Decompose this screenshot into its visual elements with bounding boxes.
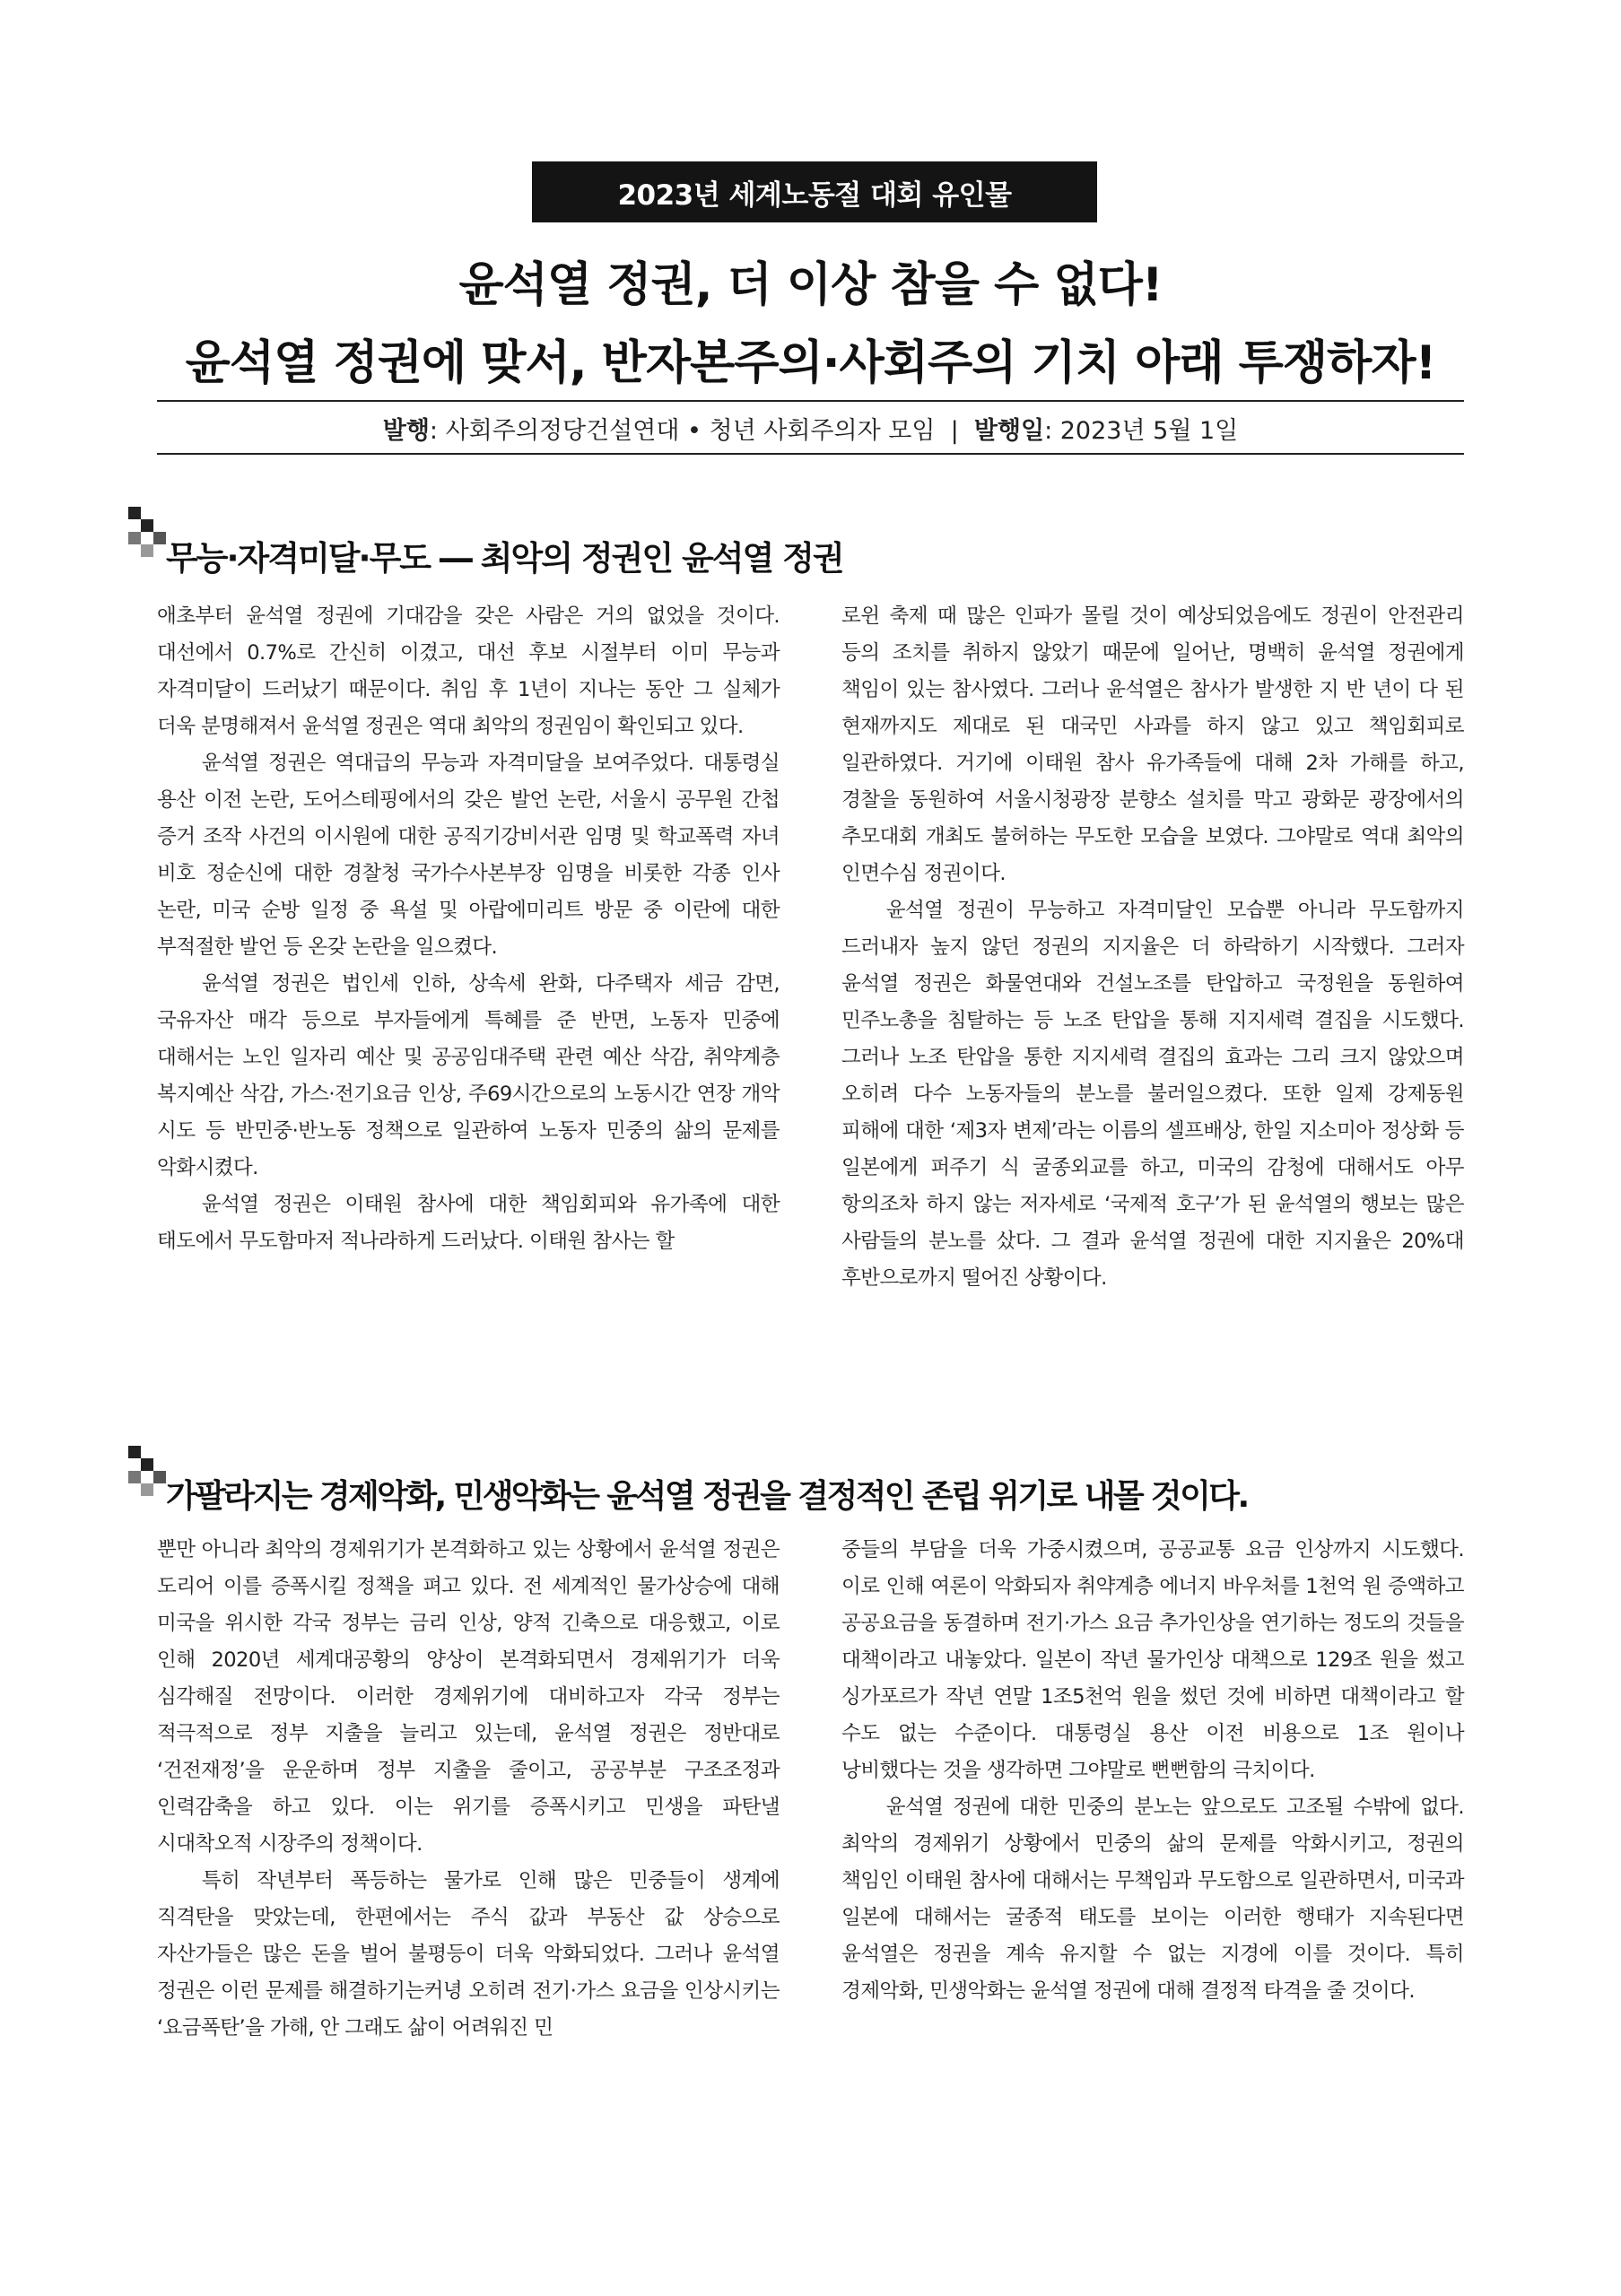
divider-top — [157, 400, 1464, 402]
section1-right-para-1: 로윈 축제 때 많은 인파가 몰릴 것이 예상되었음에도 정권이 안전관리 등의 조치를 취하지 않았기 때문에 일어난, 명백히 윤석열 정권에게 책임이 있는 참사였다. 그러나 윤석열은 참사가 발생한 지 반 년이 다 된 현재까지도 제대로 된 대국민 사과를 하지 않고 있고 책임회피로 일관하였다. 거기에 이태원 참사 유가족들에 대해 2차 가해를 하고, 경찰을 동원하여 서울시청광장 분향소 설치를 막고 광화문 광장에서의 추모대회 개최도 불허하는 무도한 모습을 보였다. 그야말로 역대 최악의 인면수심 정권이다. — [841, 604, 1464, 885]
section2-left-column — [157, 1532, 780, 2047]
section1-left-para-1: 애초부터 윤석열 정권에 기대감을 갖은 사람은 거의 없었을 것이다. 대선에서 0.7%로 간신히 이겼고, 대선 후보 시절부터 이미 무능과 자격미달이 드러났기 때문이다. 취임 후 1년이 지나는 동안 그 실체가 더욱 분명해져서 윤석열 정권은 역대 최악의 정권임이 확인되고 있다. — [157, 604, 780, 738]
section1-left-para-4: 윤석열 정권은 이태원 참사에 대한 책임회피와 유가족에 대한 태도에서 무도함마저 적나라하게 드러났다. 이태원 참사는 할 — [157, 1193, 780, 1253]
event-banner: 2023년 세계노동절 대회 유인물 — [532, 161, 1097, 222]
publisher-value: : 사회주의정당건설연대 • 청년 사회주의자 모임 | — [429, 417, 974, 445]
section2-left-para-1: 뿐만 아니라 최악의 경제위기가 본격화하고 있는 상황에서 윤석열 정권은 도리어 이를 증폭시킬 정책을 펴고 있다. 전 세계적인 물가상승에 대해 미국을 위시한 각국 정부는 금리 인상, 양적 긴축으로 대응했고, 이로 인해 2020년 세계대공황의 양상이 본격화되면서 경제위기가 더욱 심각해질 전망이다. 이러한 경제위기에 대비하고자 각국 정부는 적극적으로 정부 지출을 늘리고 있는데, 윤석열 정권은 정반대로 ‘건전재정’을 운운하며 정부 지출을 줄이고, 공공부분 구조조정과 인력감축을 하고 있다. 이는 위기를 증폭시키고 민생을 파탄낼 시대착오적 시장주의 정책이다. — [157, 1538, 780, 1856]
date-label: 발행일 — [973, 417, 1045, 445]
section2-right-column — [841, 1532, 1464, 2010]
date-value: : 2023년 5월 1일 — [1044, 417, 1239, 445]
section1-heading: 무능·자격미달·무도 ― 최악의 정권인 윤석열 정권 — [166, 539, 843, 578]
publisher-label: 발행 — [382, 417, 430, 445]
main-title-line2: 윤석열 정권에 맞서, 반자본주의·사회주의 기치 아래 투쟁하자! — [185, 336, 1436, 390]
section2-heading: 가팔라지는 경제악화, 민생악화는 윤석열 정권을 결정적인 존립 위기로 내몰 것이다. — [166, 1478, 1248, 1515]
main-title-line1: 윤석열 정권, 더 이상 참을 수 없다! — [458, 258, 1163, 312]
publication-info — [0, 411, 1621, 446]
section2-left-para-2: 특히 작년부터 폭등하는 물가로 인해 많은 민중들이 생계에 직격탄을 맞았는데, 한편에서는 주식 값과 부동산 값 상승으로 자산가들은 많은 돈을 벌어 불평등이 더욱 악화되었다. 그러나 윤석열 정권은 이런 문제를 해결하기는커녕 오히려 전기·가스 요금을 인상시키는 ‘요금폭탄’을 가해, 안 그래도 삶이 어려워진 민 — [157, 1869, 780, 2039]
section2-right-para-2: 윤석열 정권에 대한 민중의 분노는 앞으로도 고조될 수밖에 없다. 최악의 경제위기 상황에서 민중의 삶의 문제를 악화시키고, 정권의 책임인 이태원 참사에 대해서는 무책임과 무도함으로 일관하면서, 미국과 일본에 대해서는 굴종적 태도를 보이는 이러한 행태가 지속된다면 윤석열은 정권을 계속 유지할 수 없는 지경에 이를 것이다. 특히 경제악화, 민생악화는 윤석열 정권에 대해 결정적 타격을 줄 것이다. — [841, 1796, 1464, 2003]
section1-left-column — [157, 598, 780, 1260]
section1-left-para-2: 윤석열 정권은 역대급의 무능과 자격미달을 보여주었다. 대통령실 용산 이전 논란, 도어스테핑에서의 갖은 발언 논란, 서울시 공무원 간첩 증거 조작 사건의 이시원에 대한 공직기강비서관 임명 및 학교폭력 자녀 비호 정순신에 대한 경찰청 국가수사본부장 임명을 비롯한 각종 인사 논란, 미국 순방 일정 중 욕설 및 아랍에미리트 방문 중 이란에 대한 부적절한 발언 등 온갖 논란을 일으켰다. — [157, 752, 780, 959]
section2-right-para-1: 중들의 부담을 더욱 가중시켰으며, 공공교통 요금 인상까지 시도했다. 이로 인해 여론이 악화되자 취약계층 에너지 바우처를 1천억 원 증액하고 공공요금을 동결하며 전기·가스 요금 추가인상을 연기하는 정도의 것들을 대책이라고 내놓았다. 일본이 작년 물가인상 대책으로 129조 원을 썼고 싱가포르가 작년 연말 1조5천억 원을 썼던 것에 비하면 대책이라고 할 수도 없는 수준이다. 대통령실 용산 이전 비용으로 1조 원이나 낭비했다는 것을 생각하면 그야말로 뻔뻔함의 극치이다. — [841, 1538, 1464, 1782]
section1-left-para-3: 윤석열 정권은 법인세 인하, 상속세 완화, 다주택자 세금 감면, 국유자산 매각 등으로 부자들에게 특혜를 준 반면, 노동자 민중에 대해서는 노인 일자리 예산 및 공공임대주택 관련 예산 삭감, 취약계층 복지예산 삭감, 가스·전기요금 인상, 주69시간으로의 노동시간 연장 개악 시도 등 반민중·반노동 정책으로 일관하여 노동자 민중의 삶의 문제를 악화시켰다. — [157, 972, 780, 1179]
section1-right-column — [841, 598, 1464, 1297]
divider-bottom — [157, 453, 1464, 455]
section1-right-para-2: 윤석열 정권이 무능하고 자격미달인 모습뿐 아니라 무도함까지 드러내자 높지 않던 정권의 지지율은 더 하락하기 시작했다. 그러자 윤석열 정권은 화물연대와 건설노조를 탄압하고 국정원을 동원하여 민주노총을 침탈하는 등 노조 탄압을 통해 지지세력 결집을 시도했다. 그러나 노조 탄압을 통한 지지세력 결집의 효과는 그리 크지 않았으며 오히려 다수 노동자들의 분노를 불러일으켰다. 또한 일제 강제동원 피해에 대한 ‘제3자 변제’라는 이름의 셀프배상, 한일 지소미아 정상화 등 일본에게 퍼주기 식 굴종외교를 하고, 미국의 감청에 대해서도 아무 항의조차 하지 않는 저자세로 ‘국제적 호구’가 된 윤석열의 행보는 많은 사람들의 분노를 샀다. 그 결과 윤석열 정권에 대한 지지율은 20%대 후반으로까지 떨어진 상황이다. — [841, 899, 1464, 1290]
